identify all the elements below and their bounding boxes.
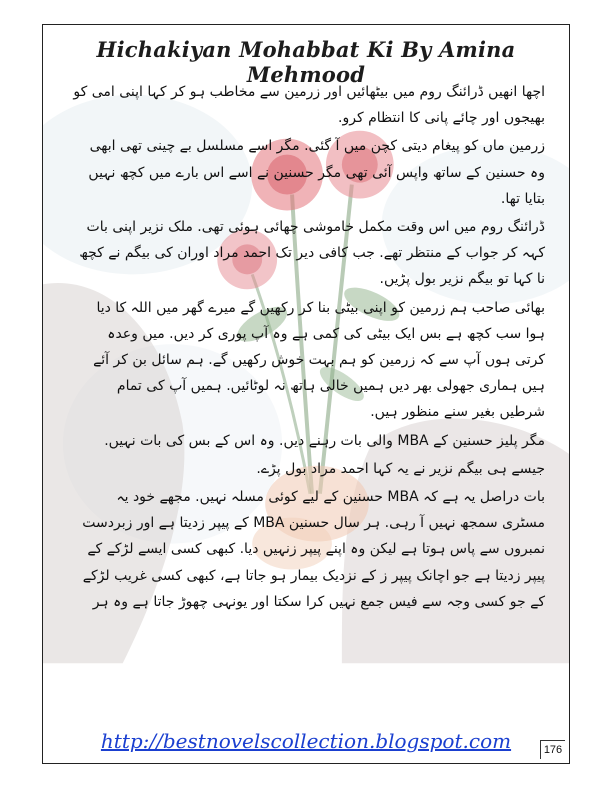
page-number: 176 — [540, 740, 565, 759]
novel-text-body — [73, 79, 545, 719]
paragraph: بات دراصل یہ ہے کہ MBA حسنین کے لیے کوئی مسلہ نہیں. مجھے خود یہ مسٹری سمجھ نہیں آ رہی. ہر سال حسنین MBA کے پیپر زدیتا ہے اور زبردست نمبروں سے پاس ہوتا ہے لیکن وہ اپنے پیپر زنہیں دیا. کبھی کسی ایسے لڑکے کے پیپر زدیتا ہے جو اچانک پیپر ز کے نزدیک بیمار ہو جاتا ہے، کبھی کسی غریب لڑکے کے جو کسی وجہ سے فیس جمع نہیں کرا سکتا اور یونہی چھوڑ جاتا ہے وہ ہر — [82, 489, 545, 610]
page-frame — [42, 24, 570, 764]
paragraph: مگر پلیز حسنین کے MBA والی بات رہنے دیں. وہ اس کے بس کی بات نہیں. — [104, 432, 545, 449]
paragraph: بھائی صاحب ہم زرمین کو اپنی بیٹی بنا کر رکھیں گے میرے گھر میں اللہ کا دیا ہوا سب کچھ ہے بس ایک بیٹی کی کمی ہے وہ آپ پوری کر دیں. میں وعدہ کرتی ہوں آپ سے کہ زرمین کو ہم بہت خوش رکھیں گے. ہم سائل بن کر آئے ہیں ہماری جھولی بھر دیں ہمیں خالی ہاتھ نہ لوٹائیں. ہمیں آپ کی تمام شرطیں بغیر سنے منظور ہیں. — [93, 299, 545, 421]
paragraph: اچھا انھیں ڈرائنگ روم میں بیٹھائیں اور زرمین سے مخاطب ہو کر کہا اپنی امی کو بھیجوں اور چائے پانی کا انتظام کرو. — [73, 84, 545, 127]
blog-link[interactable]: http://bestnovelscollection.blogspot.com — [100, 729, 512, 753]
paragraph: ڈرائنگ روم میں اس وقت مکمل خاموشی چھائی ہوئی تھی. ملک نزیر اپنی بات کہہ کر جواب کے منتظر تھے. جب کافی دیر تک احمد مراد اوران کی بیگم نے کچھ نا کہا تو بیگم نزیر بول پڑیں. — [79, 219, 545, 288]
paragraph: زرمین ماں کو پیغام دیتی کچن میں آ گئی. مگر اسے مسلسل بے چینی تھی ابھی وہ حسنین کے ساتھ واپس آئی تھی مگر حسنین نے اسے اس بارے میں کچھ نہیں بتایا تھا. — [88, 138, 545, 207]
page-title: Hichakiyan Mohabbat Ki By Amina Mehmood — [96, 37, 516, 87]
paragraph: جیسے ہی بیگم نزیر نے یہ کہا احمد مراد بول پڑے. — [256, 460, 545, 477]
